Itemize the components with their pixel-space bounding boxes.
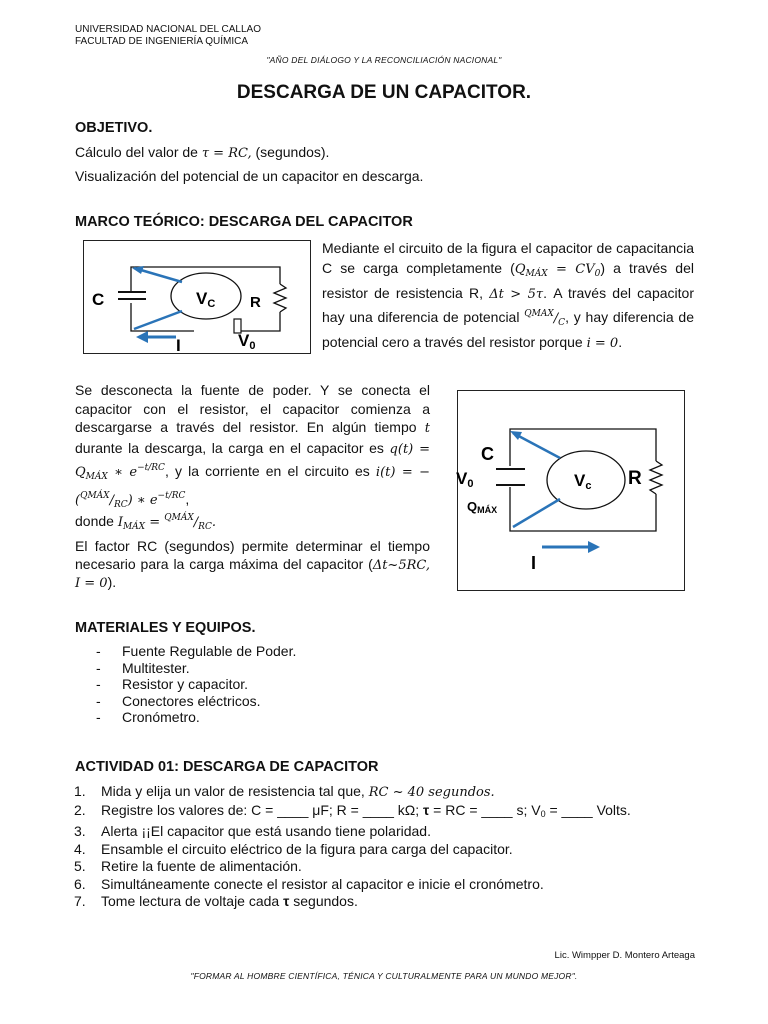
fig1-label-i: I [176,336,181,355]
year-motto: "AÑO DEL DIÁLOGO Y LA RECONCILIACIÓN NACIONAL" [266,55,502,65]
charging-circuit-figure [83,240,311,354]
activity-heading: ACTIVIDAD 01: DESCARGA DE CAPACITOR [75,759,379,775]
fig1-label-c: C [92,290,105,309]
list-item: 5. Retire la fuente de alimentación. [74,858,302,874]
list-item: 1. Mida y elija un valor de resistencia tal que, RC ~ 40 segundos. [74,783,495,800]
materials-heading: MATERIALES Y EQUIPOS. [75,620,256,636]
faculty-name: FACULTAD DE INGENIERÍA QUÍMICA [75,36,248,47]
objective-line-2: Visualización del potencial de un capacitor en descarga. [75,168,424,184]
author-credit: Lic. Wimpper D. Montero Arteaga [554,950,695,961]
list-item: 2. Registre los valores de: C = ____ μF; R = ____ kΩ; τ = RC = ____ s; V0 = ____ Volts. [74,801,631,819]
discharging-circuit-diagram [458,391,684,590]
list-item: - Multitester. [96,660,296,677]
fig1-label-r: R [250,294,261,311]
imax-formula: donde $I_{MÁX} = ^{QMÁX}/_{RC}$. [75,513,216,532]
university-name: UNIVERSIDAD NACIONAL DEL CALLAO [75,24,261,35]
list-item: - Conectores eléctricos. [96,693,296,710]
fig2-label-qmax: QMÁX [467,499,498,515]
list-item: - Resistor y capacitor. [96,676,296,693]
fig2-label-i: I [531,553,537,573]
fig1-label-v0: V0 [238,331,256,352]
fig2-label-c: C [481,444,494,464]
fig2-label-vc: Vc [574,471,592,492]
list-item: 3. Alerta ¡¡El capacitor que está usando tiene polaridad. [74,823,431,839]
page-title: DESCARGA DE UN CAPACITOR. [236,82,532,103]
fig2-label-v0: V0 [456,469,474,490]
theory-paragraph-3: El factor RC (segundos) permite determinar el tiempo necesario para la carga máxima del capacitor (Δt~5RC, I = 0). [75,538,430,591]
fig2-label-r: R [628,468,642,489]
list-item: 7. Tome lectura de voltaje cada τ segundos. [74,893,358,909]
list-item: 4. Ensamble el circuito eléctrico de la figura para carga del capacitor. [74,840,513,857]
objective-heading: OBJETIVO. [75,120,153,136]
discharging-circuit-figure [457,390,685,591]
list-item: - Fuente Regulable de Poder. [96,643,296,660]
activity-steps [74,783,631,911]
materials-list [96,643,296,726]
theory-paragraph-2: Se desconecta la fuente de poder. Y se conecta el capacitor con el resistor, el capacitor comienza a descargarse a través del resistor. En algún tiempo t durante la descarga, la carga en el capacitor es $q(t) = Q_{MÁX}$ ∗ $e^{-t/RC}$, y la corriente en el circuito es $i(t) = -(^{QMÁX}/_{RC})$ ∗ $e^{-t/RC}$, [75,382,431,510]
list-item: - Cronómetro. [96,709,296,726]
footer-motto: "FORMAR AL HOMBRE CIENTÍFICA, TÉNICA Y CULTURALMENTE PARA UN MUNDO MEJOR". [190,971,578,981]
theory-paragraph-1: Mediante el circuito de la figura el capacitor de capacitancia C se carga completamente $(Q_{MÁX} = CV_0)$ a través del resistor de resistencia R, Δt > 5τ. A través del capacitor hay una diferencia de potencial $^{QMAX}/_C$, y hay diferencia de potencial cero a través del resistor porque i = 0. [322,240,695,351]
charging-circuit-diagram [84,241,310,353]
objective-line-1: Cálculo del valor de τ = RC, (segundos). [75,144,330,161]
fig1-label-vc: VC [196,289,216,310]
theory-heading: MARCO TEÓRICO: DESCARGA DEL CAPACITOR [75,214,413,230]
list-item: 6. Simultáneamente conecte el resistor al capacitor e inicie el cronómetro. [74,875,544,892]
